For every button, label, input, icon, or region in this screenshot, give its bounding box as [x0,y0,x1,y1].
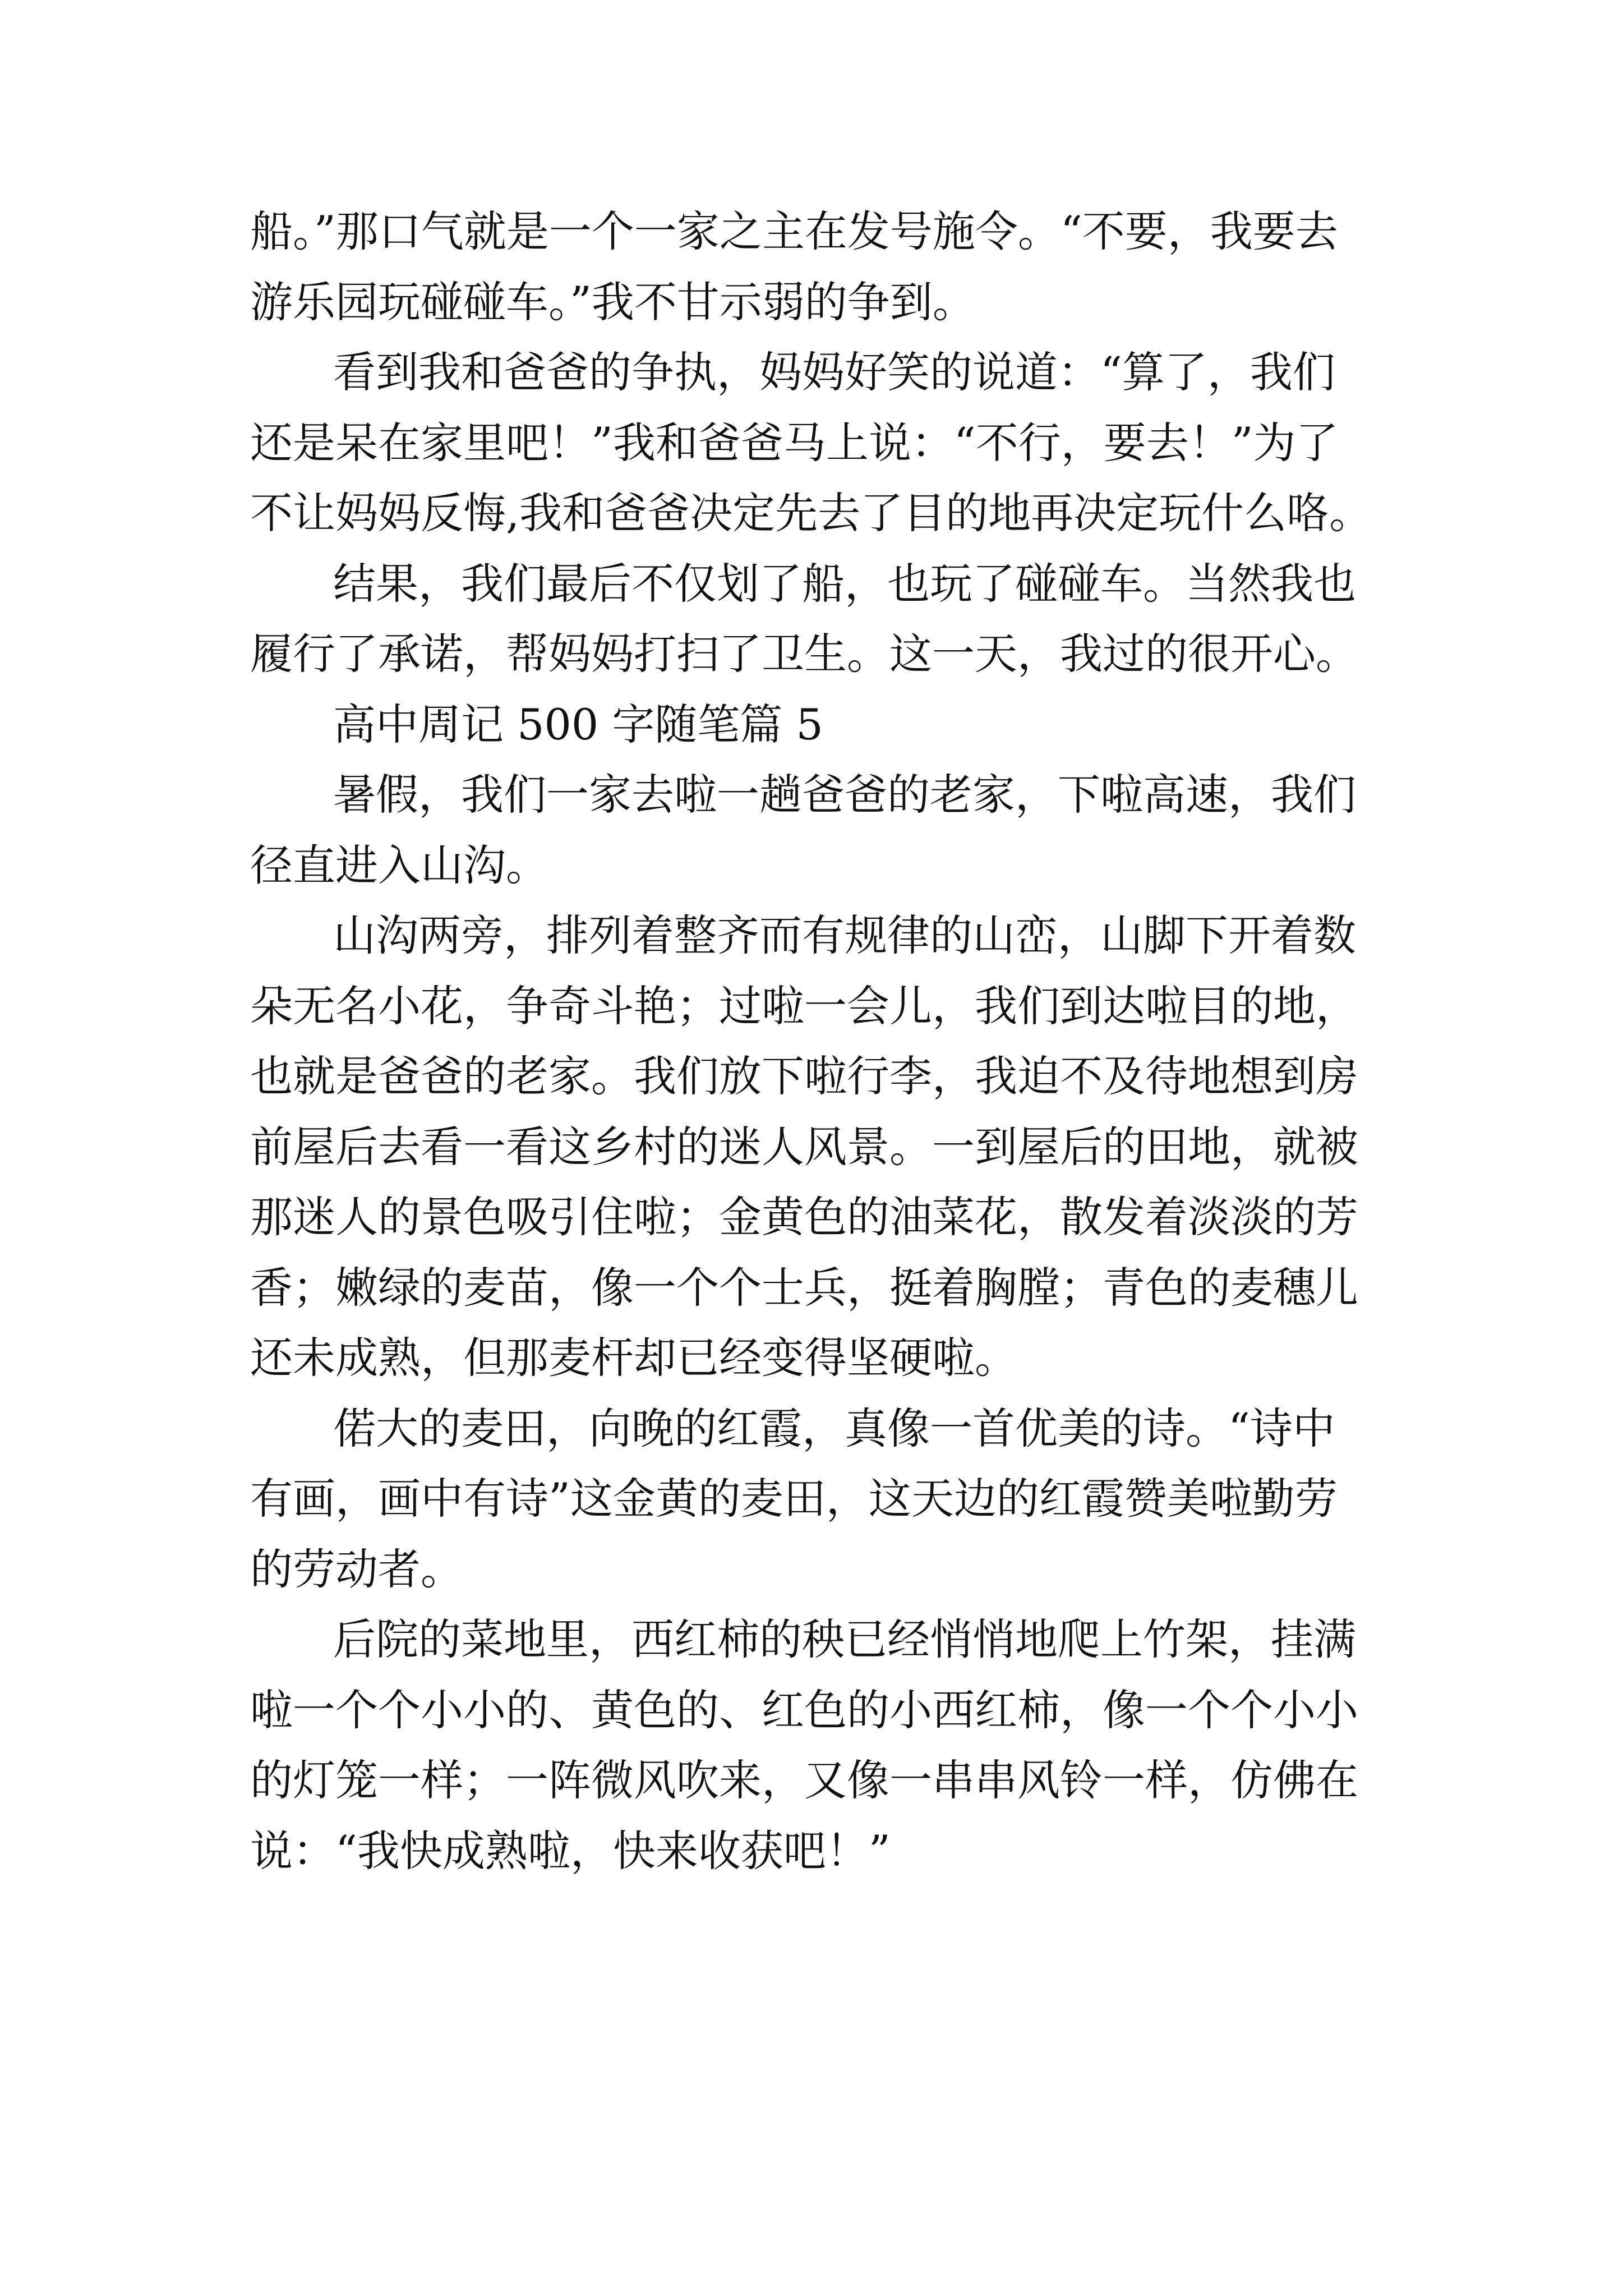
paragraph-line: 不让妈妈反悔,我和爸爸决定先去了目的地再决定玩什么咯。 [250,488,1372,538]
paragraph-line: 看到我和爸爸的争执，妈妈好笑的说道：“算了，我们 [333,347,1335,397]
paragraph-line: 暑假，我们一家去啦一趟爸爸的老家，下啦高速，我们 [333,770,1356,820]
paragraph-line: 结果，我们最后不仅划了船，也玩了碰碰车。当然我也 [333,558,1356,609]
paragraph-line: 有画，画中有诗”这金黄的麦田，这天边的红霞赞美啦勤劳 [250,1474,1338,1524]
paragraph-line: 啦一个个小小的、黄色的、红色的小西红柿，像一个个小小 [250,1685,1358,1735]
paragraph-line: 船。”那口气就是一个一家之主在发号施令。“不要，我要去 [250,206,1338,256]
paragraph-line: 山沟两旁，排列着整齐而有规律的山峦，山脚下开着数 [333,910,1356,960]
section-heading: 高中周记 500 字随笔篇 5 [333,699,823,749]
paragraph-line: 那迷人的景色吸引住啦；金黄色的油菜花，散发着淡淡的芳 [250,1192,1358,1242]
paragraph-line: 履行了承诺，帮妈妈打扫了卫生。这一天，我过的很开心。 [250,629,1358,679]
paragraph-line: 还未成熟，但那麦杆却已经变得坚硬啦。 [250,1333,1017,1383]
paragraph-line: 的灯笼一样；一阵微风吹来，又像一串串风铃一样，仿佛在 [250,1755,1358,1805]
paragraph-line: 还是呆在家里吧！”我和爸爸马上说：“不行，要去！”为了 [250,417,1339,468]
paragraph-line: 径直进入山沟。 [250,840,548,890]
paragraph-line: 的劳动者。 [250,1544,463,1594]
paragraph-line: 朵无名小花，争奇斗艳；过啦一会儿，我们到达啦目的地， [250,981,1358,1031]
paragraph-line: 香；嫩绿的麦苗，像一个个士兵，挺着胸膛；青色的麦穗儿 [250,1262,1358,1313]
paragraph-line: 游乐园玩碰碰车。”我不甘示弱的争到。 [250,277,975,327]
paragraph-line: 偌大的麦田，向晚的红霞，真像一首优美的诗。“诗中 [333,1403,1335,1453]
paragraph-line: 前屋后去看一看这乡村的迷人风景。一到屋后的田地，就被 [250,1121,1358,1172]
paragraph-line: 后院的菜地里，西红柿的秧已经悄悄地爬上竹架，挂满 [333,1614,1356,1664]
paragraph-line: 说：“我快成熟啦，快来收获吧！” [250,1825,891,1876]
paragraph-line: 也就是爸爸的老家。我们放下啦行李，我迫不及待地想到房 [250,1051,1358,1101]
document-body [250,196,1400,1886]
